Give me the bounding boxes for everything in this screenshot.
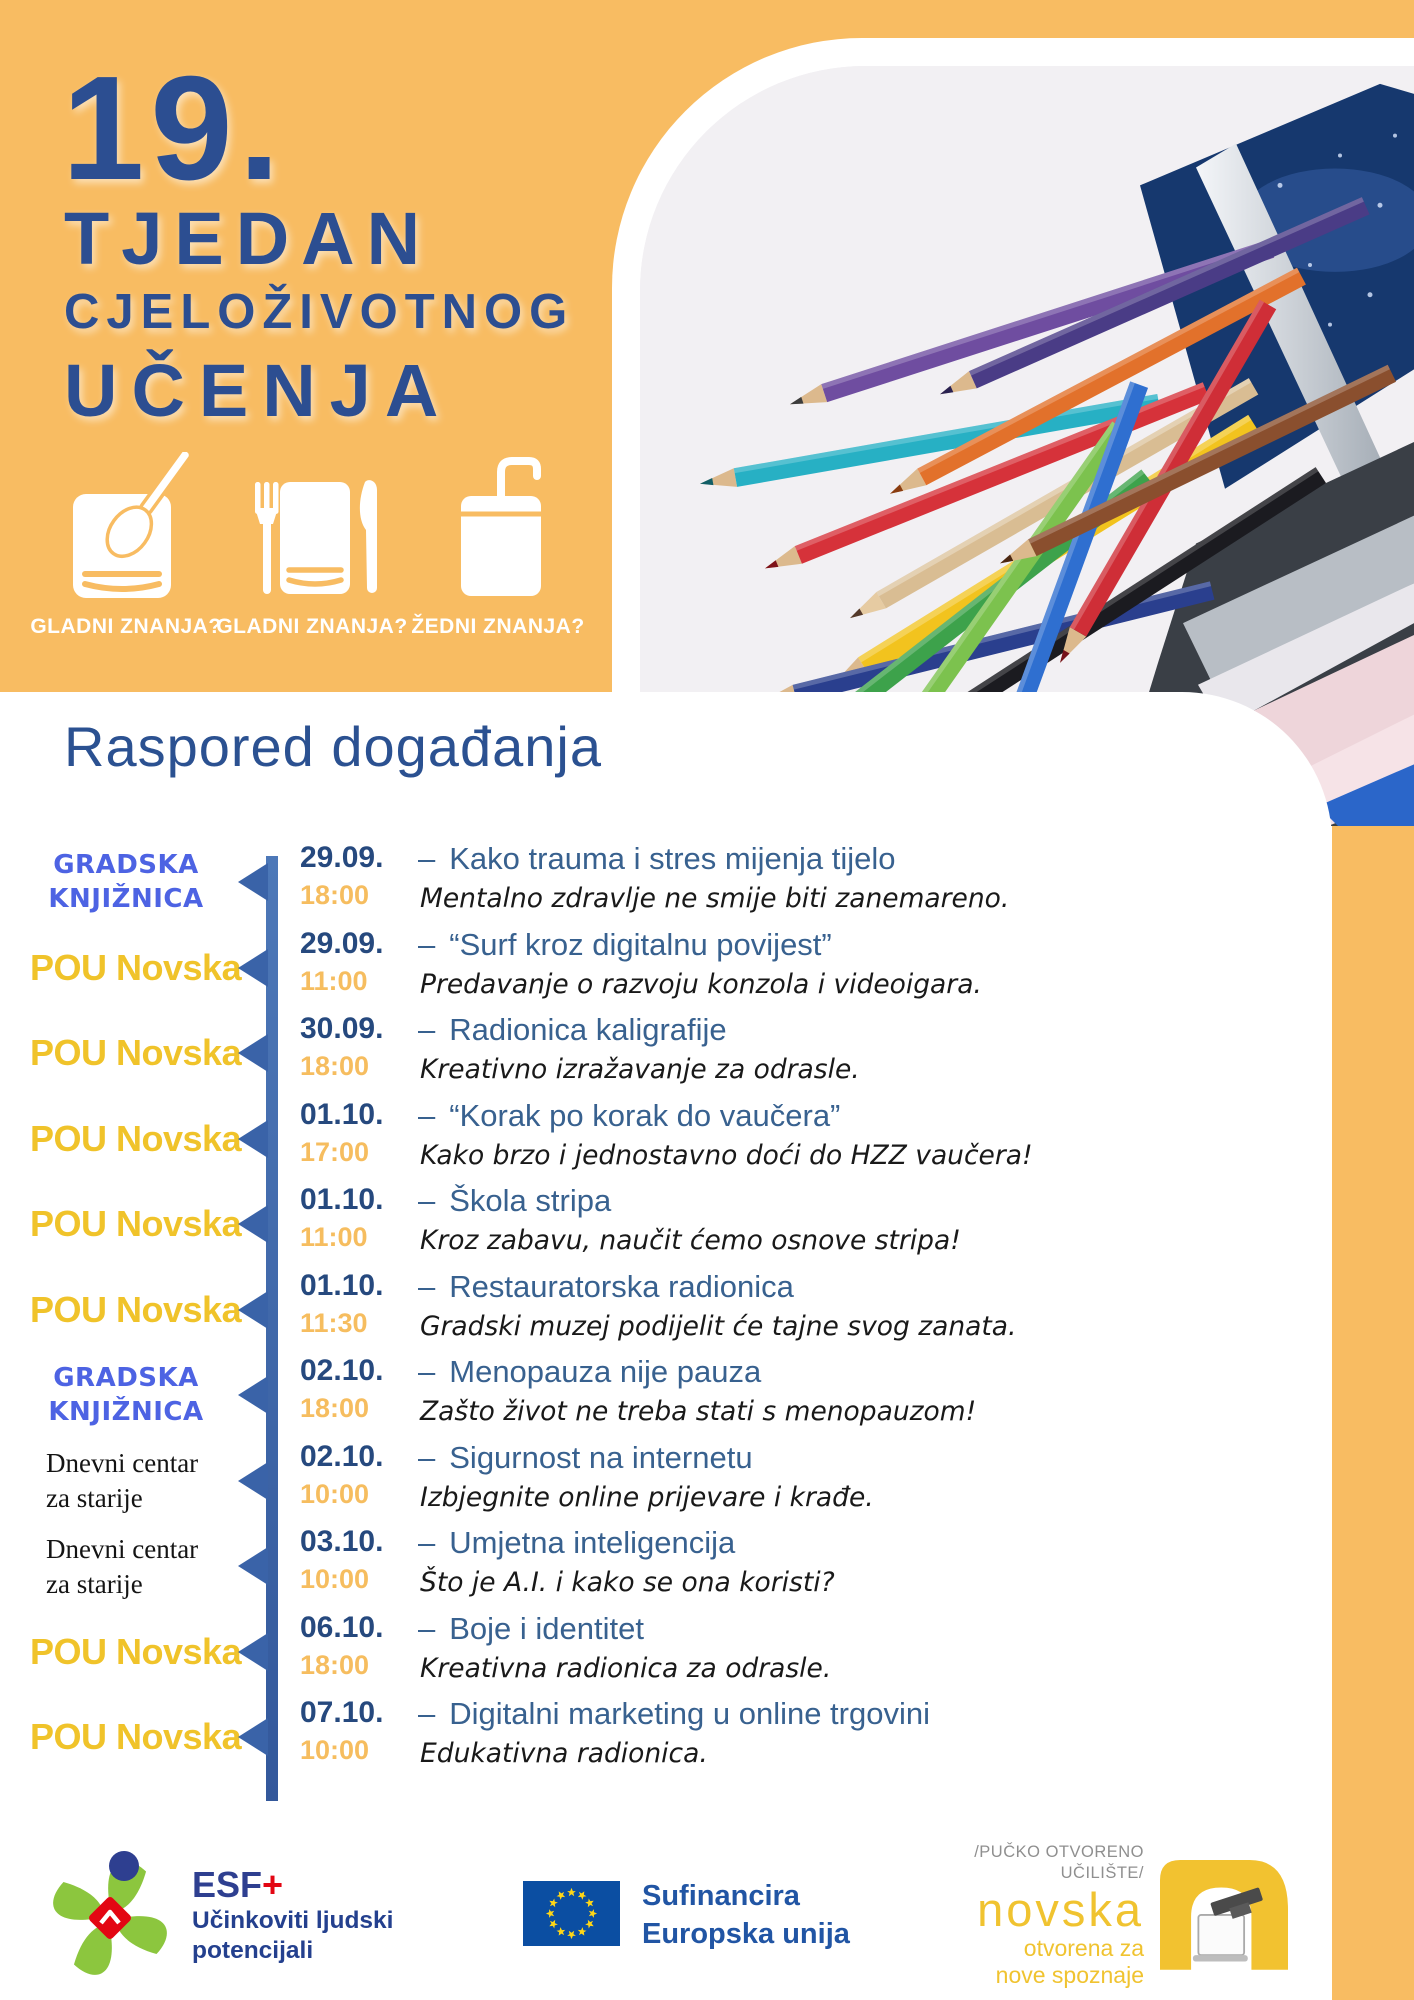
- event-title: Škola stripa: [449, 1183, 612, 1218]
- event-row: [30, 1097, 1316, 1183]
- book-spoon-icon: [51, 452, 201, 609]
- event-row: [30, 1439, 1316, 1525]
- dash: –: [418, 1012, 436, 1047]
- event-venue: POU Novska: [30, 946, 242, 988]
- title-line-2: CJELOŽIVOTNOG: [64, 285, 575, 339]
- eu-flag-icon: [523, 1881, 620, 1951]
- timeline-arrow-icon: [238, 863, 268, 901]
- event-venue: POU Novska: [30, 1716, 242, 1758]
- edition-number: 19.: [62, 46, 286, 211]
- event-row: [30, 926, 1316, 1012]
- event-date: 01.10.: [300, 1097, 384, 1131]
- dash: –: [418, 1097, 436, 1133]
- timeline-arrow-icon: [238, 1547, 268, 1585]
- title-line-3: UČENJA: [64, 349, 453, 432]
- schedule-panel: [0, 692, 1332, 2000]
- esf-plus: +: [262, 1864, 284, 1906]
- esf-logo: [48, 1848, 427, 1985]
- event-venue: Dnevni centar za starije: [46, 1533, 199, 1599]
- event-description: Kreativna radionica za odrasle.: [420, 1652, 832, 1684]
- event-title: Radionica kaligrafije: [449, 1012, 727, 1047]
- event-description: Kako brzo i jednostavno doći do HZZ vaučera!: [420, 1139, 1033, 1171]
- esf-subtitle: Učinkoviti ljudski potencijali: [192, 1907, 394, 1964]
- badge-hungry-2: [216, 452, 408, 639]
- novska-institution-text: /PUČKO OTVORENO UČILIŠTE/: [974, 1843, 1144, 1882]
- event-title: Umjetna inteligencija: [449, 1525, 736, 1560]
- event-date: 30.09.: [300, 1012, 384, 1045]
- event-time: 18:00: [300, 1051, 370, 1081]
- timeline-arrow-icon: [238, 1205, 268, 1243]
- event-time: 18:00: [300, 1649, 370, 1680]
- title-line-1: TJEDAN: [64, 197, 433, 280]
- event-date: 06.10.: [300, 1610, 384, 1644]
- event-venue: POU Novska: [30, 1288, 242, 1330]
- novska-logo: [939, 1842, 1288, 1990]
- dash: –: [418, 1439, 436, 1475]
- event-description: Kreativno izražavanje za odrasle.: [420, 1054, 860, 1086]
- footer-logos: [48, 1838, 1288, 1994]
- event-venue: POU Novska: [30, 1203, 242, 1245]
- event-description: Edukativna radionica.: [420, 1738, 708, 1770]
- event-venue: POU Novska: [30, 1117, 242, 1159]
- event-time: 10:00: [300, 1564, 370, 1594]
- event-time: 10:00: [300, 1735, 370, 1765]
- novska-n-icon: [1160, 1858, 1288, 1975]
- timeline-arrow-icon: [238, 1376, 268, 1414]
- timeline-arrow-icon: [238, 949, 268, 987]
- timeline-arrow-icon: [238, 1718, 268, 1756]
- event-row: [30, 840, 1316, 926]
- knowledge-badges: [30, 452, 586, 639]
- event-description: Mentalno zdravlje ne smije biti zanemareno.: [420, 883, 1010, 915]
- event-description: Predavanje o razvoju konzola i videoigara.: [420, 968, 982, 1000]
- event-date: 29.09.: [300, 926, 384, 960]
- badge-hungry-1: [30, 452, 222, 639]
- event-title: “Korak po korak do vaučera”: [449, 1097, 841, 1133]
- event-time: 18:00: [300, 880, 370, 910]
- event-title: Restauratorska radionica: [449, 1268, 794, 1304]
- esf-pinwheel-icon: [48, 1848, 176, 1985]
- event-description: Zašto život ne treba stati s menopauzom!: [420, 1396, 977, 1428]
- dash: –: [418, 926, 436, 962]
- timeline-arrow-icon: [238, 1034, 268, 1072]
- event-time: 11:30: [300, 1307, 368, 1338]
- timeline: [30, 840, 1316, 1781]
- event-row: [30, 1524, 1316, 1610]
- badge-label: ŽEDNI ZNANJA?: [411, 615, 585, 638]
- eu-logo: [523, 1878, 857, 1953]
- dash: –: [418, 1696, 436, 1731]
- event-row: [30, 1695, 1316, 1781]
- event-venue: GRADSKA KNJIŽNICA: [48, 1362, 204, 1427]
- event-row: [30, 1268, 1316, 1354]
- event-time: 17:00: [300, 1136, 370, 1167]
- event-time: 10:00: [300, 1478, 370, 1509]
- dash: –: [418, 1354, 436, 1389]
- event-description: Kroz zabavu, naučit ćemo osnove stripa!: [420, 1225, 961, 1257]
- event-row: [30, 1011, 1316, 1097]
- timeline-arrow-icon: [238, 1462, 268, 1500]
- event-date: 29.09.: [300, 841, 384, 874]
- event-row: [30, 1610, 1316, 1696]
- event-date: 03.10.: [300, 1525, 384, 1558]
- timeline-arrow-icon: [238, 1291, 268, 1329]
- novska-slogan: otvorena za nove spoznaje: [995, 1934, 1144, 1989]
- event-venue: POU Novska: [30, 1630, 242, 1672]
- dash: –: [418, 841, 436, 876]
- dash: –: [418, 1183, 436, 1218]
- event-title: Kako trauma i stres mijenja tijelo: [449, 841, 896, 876]
- timeline-arrow-icon: [238, 1120, 268, 1158]
- schedule-heading: Raspored događanja: [64, 715, 602, 778]
- event-description: Izbjegnite online prijevare i krađe.: [420, 1481, 874, 1513]
- event-date: 02.10.: [300, 1439, 384, 1473]
- event-description: Gradski muzej podijelit će tajne svog zanata.: [420, 1310, 1017, 1342]
- novska-name: novska: [977, 1883, 1144, 1937]
- timeline-arrow-icon: [238, 1633, 268, 1671]
- event-time: 11:00: [300, 1222, 368, 1252]
- event-row: [30, 1353, 1316, 1439]
- event-time: 18:00: [300, 1393, 370, 1423]
- event-venue: Dnevni centar za starije: [46, 1448, 199, 1514]
- event-title: Boje i identitet: [449, 1610, 644, 1646]
- event-title: Sigurnost na internetu: [449, 1439, 753, 1475]
- event-date: 02.10.: [300, 1354, 384, 1387]
- event-title: “Surf kroz digitalnu povijest”: [449, 926, 832, 962]
- juice-box-straw-icon: [423, 452, 573, 609]
- book-cutlery-icon: [237, 452, 387, 609]
- event-row: [30, 1182, 1316, 1268]
- event-title: Digitalni marketing u online trgovini: [449, 1696, 930, 1731]
- event-description: Što je A.I. i kako se ona koristi?: [420, 1567, 835, 1599]
- right-orange-strip: [1332, 826, 1414, 2000]
- event-title: Menopauza nije pauza: [449, 1354, 762, 1389]
- event-date: 01.10.: [300, 1183, 384, 1216]
- esf-name: ESF+: [192, 1864, 284, 1906]
- event-date: 07.10.: [300, 1696, 384, 1729]
- event-time: 11:00: [300, 965, 368, 996]
- dash: –: [418, 1610, 436, 1646]
- dash: –: [418, 1268, 436, 1304]
- event-venue: GRADSKA KNJIŽNICA: [48, 849, 204, 914]
- event-date: 01.10.: [300, 1268, 384, 1302]
- event-venue: POU Novska: [30, 1032, 242, 1074]
- badge-label: GLADNI ZNANJA?: [216, 615, 408, 638]
- eu-cofinancing-text: Sufinancira Europska unija: [642, 1880, 850, 1950]
- badge-label: GLADNI ZNANJA?: [30, 615, 222, 638]
- badge-thirsty: [410, 452, 586, 639]
- dash: –: [418, 1525, 436, 1560]
